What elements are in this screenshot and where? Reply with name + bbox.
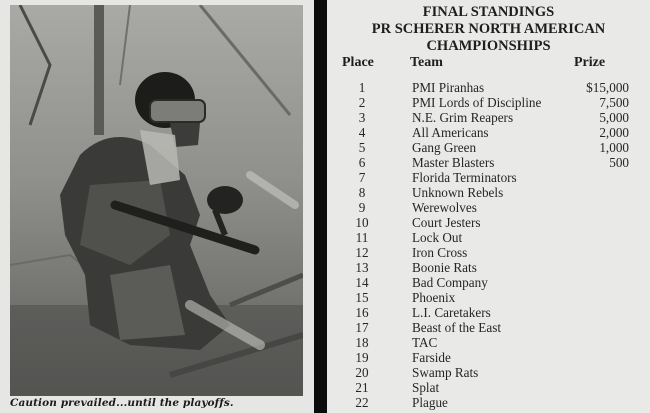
table-row	[327, 245, 650, 260]
place-cell: 14	[355, 275, 369, 290]
place-cell: 4	[358, 125, 366, 140]
place-cell: 12	[355, 245, 369, 260]
prize-cell: 7,500	[599, 95, 629, 110]
place-cell: 19	[355, 350, 369, 365]
standings-table	[327, 80, 650, 410]
table-row	[327, 125, 650, 140]
table-row	[327, 155, 650, 170]
table-row	[327, 380, 650, 395]
table-row	[327, 350, 650, 365]
place-cell: 22	[355, 395, 369, 410]
prize-cell: $15,000	[586, 80, 629, 95]
column-header-prize: Prize	[574, 55, 606, 70]
column-header-team: Team	[410, 55, 443, 70]
table-row	[327, 335, 650, 350]
team-cell: Farside	[412, 350, 451, 365]
place-cell: 8	[358, 185, 366, 200]
team-cell: Unknown Rebels	[412, 185, 504, 200]
team-cell: TAC	[412, 335, 438, 350]
heading-line-3: CHAMPIONSHIPS	[426, 38, 551, 54]
table-row	[327, 200, 650, 215]
table-row	[327, 305, 650, 320]
place-cell: 20	[355, 365, 369, 380]
table-row	[327, 170, 650, 185]
team-cell: Phoenix	[412, 290, 456, 305]
team-cell: Boonie Rats	[412, 260, 477, 275]
table-row	[327, 215, 650, 230]
place-cell: 5	[358, 140, 366, 155]
team-cell: L.I. Caretakers	[412, 305, 491, 320]
team-cell: Werewolves	[412, 200, 477, 215]
place-cell: 15	[355, 290, 369, 305]
prize-cell: 5,000	[599, 110, 629, 125]
place-cell: 17	[355, 320, 369, 335]
team-cell: PMI Piranhas	[412, 80, 485, 95]
team-cell: Florida Terminators	[412, 170, 517, 185]
left-page	[0, 0, 314, 413]
place-cell: 1	[358, 80, 366, 95]
team-cell: PMI Lords of Discipline	[412, 95, 542, 110]
team-cell: Master Blasters	[412, 155, 495, 170]
team-cell: Bad Company	[412, 275, 488, 290]
table-row	[327, 275, 650, 290]
paintball-player-photo	[10, 5, 303, 396]
prize-cell: 1,000	[599, 140, 629, 155]
heading-line-1: FINAL STANDINGS	[422, 4, 555, 20]
team-cell: Court Jesters	[412, 215, 481, 230]
team-cell: All Americans	[412, 125, 489, 140]
team-cell: Swamp Rats	[412, 365, 479, 380]
place-cell: 9	[358, 200, 366, 215]
place-cell: 18	[355, 335, 369, 350]
team-cell: Plague	[412, 395, 448, 410]
team-cell: Beast of the East	[412, 320, 501, 335]
photo-caption: Caution prevailed...until the playoffs.	[10, 397, 234, 409]
table-row	[327, 110, 650, 125]
table-row	[327, 395, 650, 410]
table-row	[327, 230, 650, 245]
table-row	[327, 95, 650, 110]
place-cell: 21	[355, 380, 369, 395]
team-cell: N.E. Grim Reapers	[412, 110, 514, 125]
prize-cell: 2,000	[599, 125, 629, 140]
table-row	[327, 365, 650, 380]
team-cell: Iron Cross	[412, 245, 468, 260]
place-cell: 2	[358, 95, 366, 110]
table-row	[327, 80, 650, 95]
right-page	[327, 0, 650, 413]
column-header-place: Place	[342, 55, 374, 70]
place-cell: 10	[355, 215, 369, 230]
place-cell: 3	[358, 110, 366, 125]
prize-cell: 500	[609, 155, 629, 170]
place-cell: 11	[355, 230, 369, 245]
team-cell: Splat	[412, 380, 440, 395]
table-row	[327, 185, 650, 200]
table-row	[327, 320, 650, 335]
place-cell: 7	[358, 170, 366, 185]
standings-heading	[327, 4, 650, 55]
team-cell: Gang Green	[412, 140, 477, 155]
photo-illustration	[10, 5, 303, 396]
place-cell: 16	[355, 305, 369, 320]
table-row	[327, 140, 650, 155]
table-row	[327, 260, 650, 275]
heading-line-2: PR SCHERER NORTH AMERICAN	[371, 21, 606, 37]
place-cell: 13	[355, 260, 369, 275]
table-row	[327, 290, 650, 305]
page-gutter	[314, 0, 327, 413]
place-cell: 6	[358, 155, 366, 170]
team-cell: Lock Out	[412, 230, 463, 245]
